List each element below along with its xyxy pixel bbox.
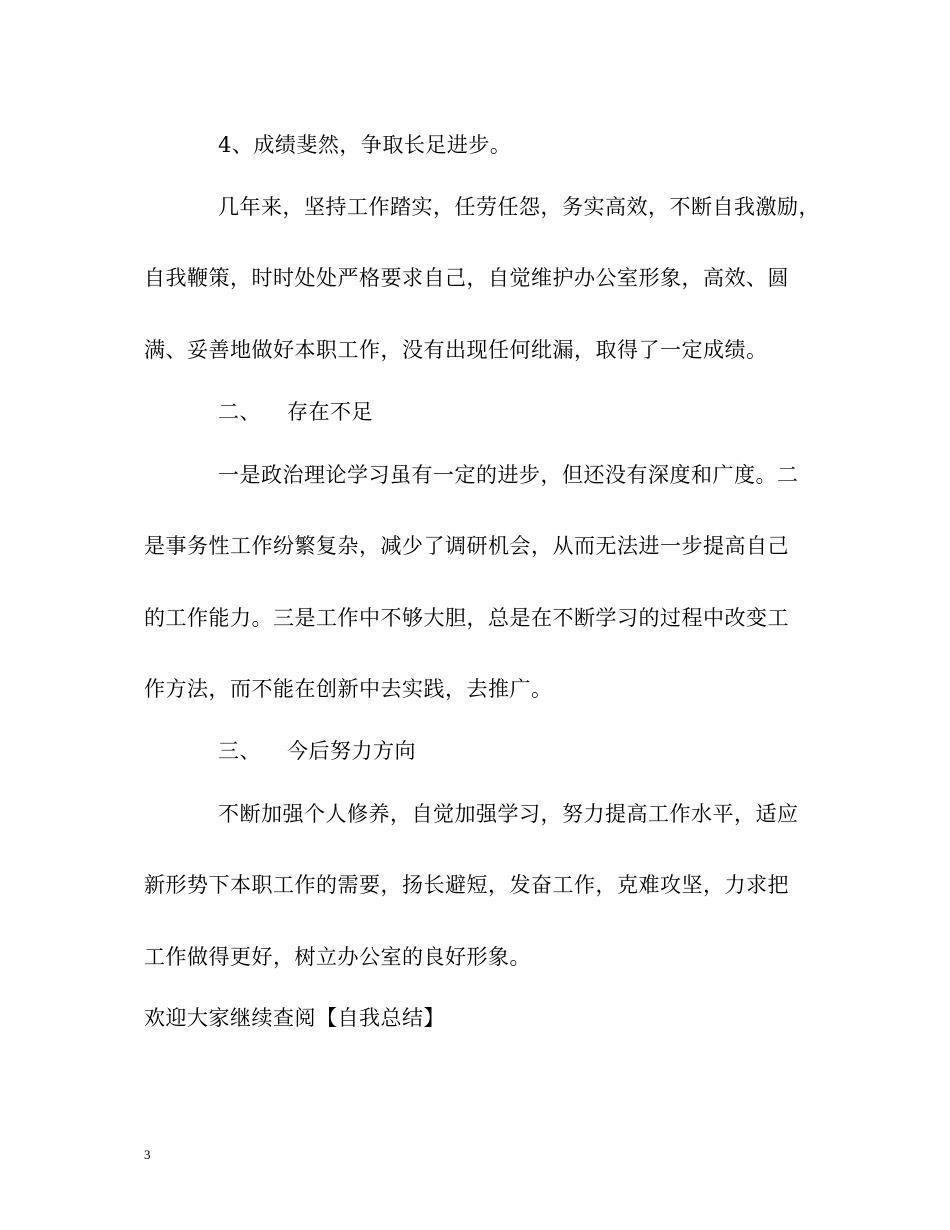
paragraph-line: 工作做得更好，树立办公室的良好形象。 bbox=[144, 945, 531, 969]
section-number: 三、 bbox=[218, 739, 261, 763]
continue-reading-link[interactable]: 欢迎大家继续查阅【自我总结】 bbox=[144, 1006, 445, 1030]
paragraph-line: 一是政治理论学习虽有一定的进步，但还没有深度和广度。二 bbox=[218, 463, 799, 487]
section-number: 二、 bbox=[218, 400, 261, 424]
section-title: 存在不足 bbox=[287, 400, 373, 424]
item-4-title: 4、成绩斐然，争取长足进步。 bbox=[218, 133, 512, 157]
section-heading-2 bbox=[218, 398, 898, 426]
paragraph-line: 自我鞭策，时时处处严格要求自己，自觉维护办公室形象，高效、圆 bbox=[144, 266, 789, 290]
paragraph-line: 满、妥善地做好本职工作，没有出现任何纰漏，取得了一定成绩。 bbox=[144, 338, 768, 362]
paragraph-line: 几年来，坚持工作踏实，任劳任怨，务实高效，不断自我激励， bbox=[218, 195, 820, 219]
paragraph-line: 不断加强个人修养，自觉加强学习，努力提高工作水平，适应 bbox=[218, 802, 799, 826]
paragraph-line: 新形势下本职工作的需要，扬长避短，发奋工作，克难攻坚，力求把 bbox=[144, 873, 789, 897]
paragraph-line: 作方法，而不能在创新中去实践，去推广。 bbox=[144, 677, 553, 701]
paragraph-line: 是事务性工作纷繁复杂，减少了调研机会，从而无法进一步提高自己 bbox=[144, 534, 789, 558]
paragraph-line: 的工作能力。三是工作中不够大胆，总是在不断学习的过程中改变工 bbox=[144, 606, 789, 630]
page-number: 3 bbox=[144, 1147, 151, 1162]
section-title: 今后努力方向 bbox=[287, 739, 416, 763]
section-heading-3 bbox=[218, 737, 898, 765]
